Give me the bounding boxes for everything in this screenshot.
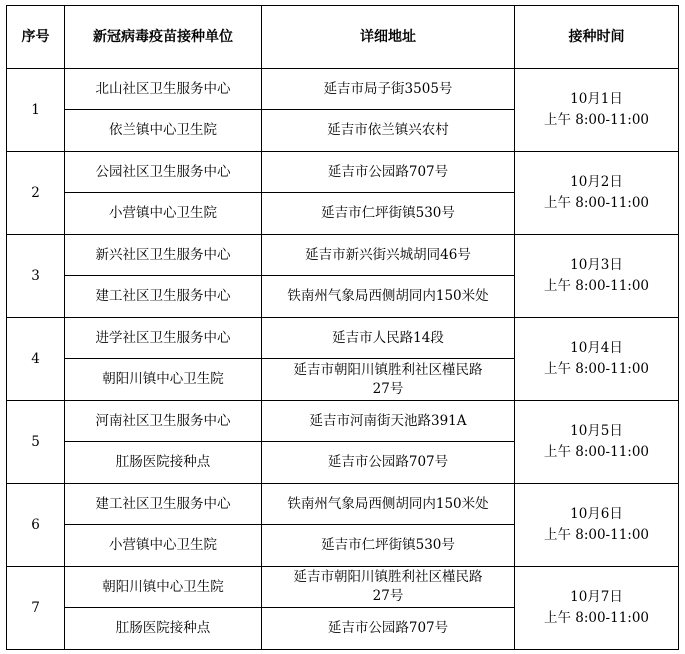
address-cell: [262, 318, 515, 359]
header-time: 接种时间: [515, 6, 679, 69]
vaccination-time-cell: [515, 235, 679, 318]
address-cell: [262, 401, 515, 442]
vaccination-time-cell: [515, 318, 679, 401]
row-number-cell: 2: [7, 152, 65, 235]
vaccination-hours: 上午 8:00-11:00: [543, 112, 650, 128]
header-row: [7, 6, 679, 69]
vaccination-unit-cell: 朝阳川镇中心卫生院: [65, 359, 262, 401]
address-cell: [262, 484, 515, 525]
vaccination-unit-cell: 进学社区卫生服务中心: [65, 318, 262, 359]
vaccination-unit-cell: 建工社区卫生服务中心: [65, 484, 262, 525]
table-row: [7, 152, 679, 193]
vaccination-hours: 上午 8:00-11:00: [543, 610, 650, 626]
address-line: 延吉市人民路14段: [332, 329, 444, 346]
address-cell: [262, 567, 515, 608]
vaccination-unit-cell: 河南社区卫生服务中心: [65, 401, 262, 442]
row-number-cell: 4: [7, 318, 65, 401]
vaccination-hours: 上午 8:00-11:00: [543, 361, 650, 377]
header-address: 详细地址: [262, 6, 515, 69]
address-cell: [262, 110, 515, 152]
address-cell: [262, 525, 515, 567]
address-line: 延吉市新兴街兴城胡同46号: [305, 246, 471, 263]
address-cell: [262, 152, 515, 193]
vaccination-unit-cell: 肛肠医院接种点: [65, 442, 262, 484]
address-line: 延吉市仁坪街镇530号: [321, 537, 455, 553]
vaccination-unit-cell: 小营镇中心卫生院: [65, 193, 262, 235]
vaccination-date: 10月2日: [570, 174, 623, 190]
vaccination-hours: 上午 8:00-11:00: [543, 527, 650, 543]
table-row: [7, 235, 679, 276]
table-row: [7, 318, 679, 359]
vaccination-schedule-table: [6, 5, 679, 650]
address-line-continued: 27号: [372, 588, 404, 604]
row-number-cell: 1: [7, 69, 65, 152]
address-cell: [262, 442, 515, 484]
vaccination-time-cell: [515, 69, 679, 152]
address-line: 延吉市公园路707号: [327, 454, 449, 470]
address-line: 延吉市公园路707号: [327, 163, 449, 180]
vaccination-time-cell: [515, 484, 679, 567]
table-row: [7, 484, 679, 525]
vaccination-unit-cell: 小营镇中心卫生院: [65, 525, 262, 567]
vaccination-time-cell: [515, 152, 679, 235]
row-number-cell: 3: [7, 235, 65, 318]
vaccination-unit-cell: 肛肠医院接种点: [65, 608, 262, 650]
table-row: [7, 567, 679, 608]
address-line: 延吉市依兰镇兴农村: [327, 122, 449, 138]
vaccination-date: 10月3日: [570, 257, 623, 273]
header-number: 序号: [7, 6, 65, 69]
address-cell: [262, 276, 515, 318]
address-line: 铁南州气象局西侧胡同内150米处: [287, 495, 489, 512]
vaccination-unit-cell: 朝阳川镇中心卫生院: [65, 567, 262, 608]
vaccination-hours: 上午 8:00-11:00: [543, 444, 650, 460]
row-number-cell: 6: [7, 484, 65, 567]
address-cell: [262, 608, 515, 650]
table-body: [7, 69, 679, 650]
vaccination-time-cell: [515, 567, 679, 650]
address-cell: [262, 359, 515, 401]
vaccination-unit-cell: 建工社区卫生服务中心: [65, 276, 262, 318]
address-line: 延吉市仁坪街镇530号: [321, 205, 455, 221]
row-number-cell: 5: [7, 401, 65, 484]
vaccination-unit-cell: 北山社区卫生服务中心: [65, 69, 262, 110]
header-unit: 新冠病毒疫苗接种单位: [65, 6, 262, 69]
vaccination-unit-cell: 公园社区卫生服务中心: [65, 152, 262, 193]
table-row: [7, 401, 679, 442]
address-cell: [262, 69, 515, 110]
vaccination-hours: 上午 8:00-11:00: [543, 195, 650, 211]
document-page: [6, 5, 679, 650]
address-line: 延吉市河南街天池路391A: [309, 412, 467, 429]
vaccination-date: 10月4日: [570, 340, 623, 356]
address-line-continued: 27号: [372, 380, 404, 397]
vaccination-unit-cell: 依兰镇中心卫生院: [65, 110, 262, 152]
address-line: 延吉市局子街3505号: [323, 80, 453, 97]
address-line: 延吉市朝阳川镇胜利社区槿民路: [293, 361, 483, 378]
vaccination-unit-cell: 新兴社区卫生服务中心: [65, 235, 262, 276]
address-cell: [262, 235, 515, 276]
address-line: 延吉市朝阳川镇胜利社区槿民路: [293, 569, 483, 585]
address-line: 铁南州气象局西侧胡同内150米处: [287, 288, 489, 304]
table-row: [7, 69, 679, 110]
vaccination-date: 10月6日: [570, 506, 623, 522]
address-cell: [262, 193, 515, 235]
vaccination-date: 10月7日: [570, 589, 623, 605]
vaccination-time-cell: [515, 401, 679, 484]
vaccination-hours: 上午 8:00-11:00: [543, 278, 650, 294]
row-number-cell: 7: [7, 567, 65, 650]
vaccination-date: 10月5日: [570, 423, 623, 439]
vaccination-date: 10月1日: [570, 91, 623, 107]
address-line: 延吉市公园路707号: [327, 620, 449, 636]
